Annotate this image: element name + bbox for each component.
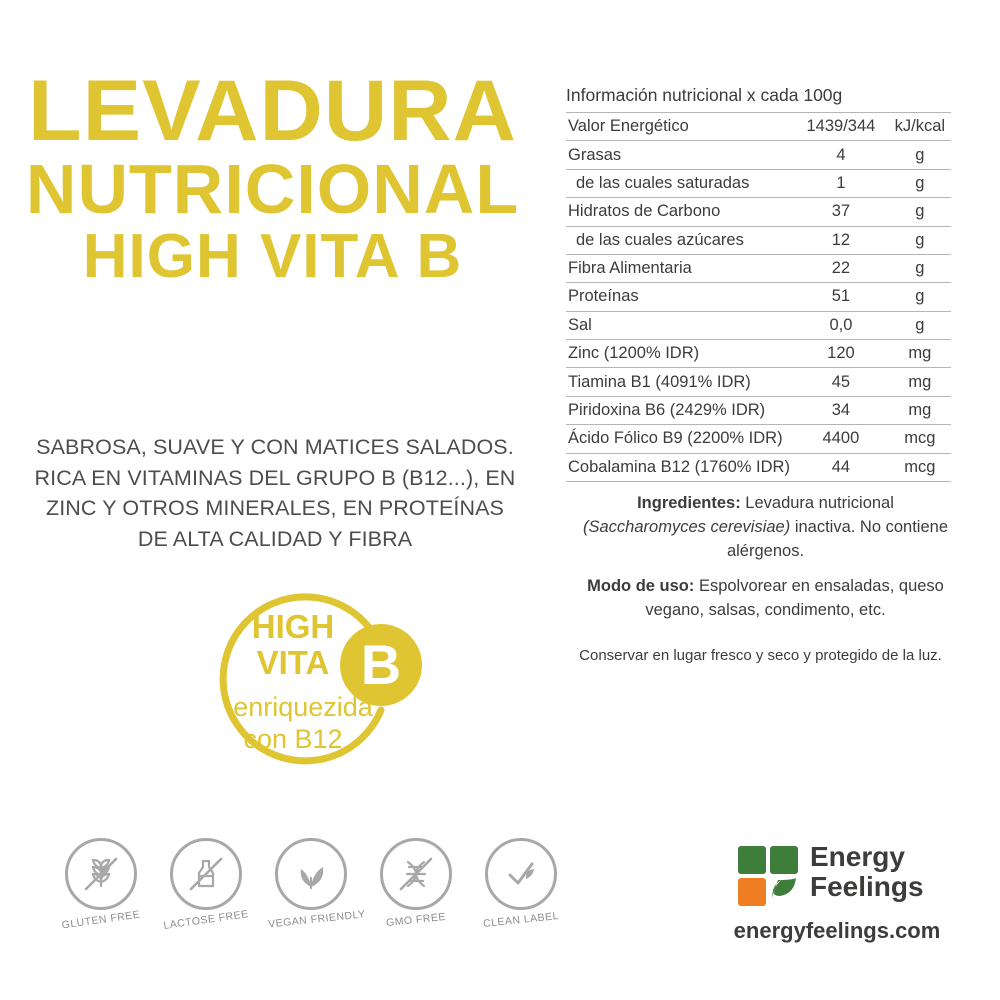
table-row (566, 283, 951, 311)
brand-logo (710, 840, 960, 955)
brand-website: energyfeelings.com (733, 918, 941, 943)
dna-crossed-icon (380, 838, 452, 910)
leaf-icon (275, 838, 347, 910)
nutrient-unit: mg (889, 368, 951, 396)
table-row (566, 368, 951, 396)
svg-text:B: B (360, 633, 402, 696)
brand-name-line1: Energy (810, 841, 905, 872)
svg-text:VITA: VITA (256, 644, 330, 681)
nutrition-table (566, 112, 951, 482)
certification-label: GMO FREE (385, 910, 447, 930)
ingredients-label: Ingredientes: (637, 494, 741, 512)
certification-gluten-free (58, 838, 144, 948)
nutrient-value: 4 (793, 141, 889, 169)
nutrient-name: Proteínas (566, 283, 793, 311)
nutrient-unit: mg (889, 340, 951, 368)
table-row (566, 113, 951, 141)
certification-lactose-free (163, 838, 249, 948)
nutrient-value: 0,0 (793, 311, 889, 339)
nutrient-unit: g (889, 226, 951, 254)
nutrient-unit: g (889, 169, 951, 197)
wheat-crossed-icon (65, 838, 137, 910)
high-vita-b-badge (185, 592, 435, 792)
table-row (566, 396, 951, 424)
ingredients-text-2: inactiva. No contiene alérgenos. (726, 517, 948, 560)
nutrient-value: 1439/344 (793, 113, 889, 141)
nutrient-value: 45 (793, 368, 889, 396)
table-row (566, 453, 951, 481)
nutrient-value: 120 (793, 340, 889, 368)
svg-text:con B12: con B12 (243, 724, 343, 754)
nutrient-name: de las cuales saturadas (566, 169, 793, 197)
certification-badges (58, 838, 588, 958)
table-row (566, 141, 951, 169)
svg-text:HIGH: HIGH (251, 608, 335, 645)
certification-clean-label (478, 838, 564, 948)
nutrient-value: 1 (793, 169, 889, 197)
ingredients-paragraph (578, 492, 953, 564)
certification-label: VEGAN FRIENDLY (267, 908, 367, 931)
usage-paragraph (578, 575, 953, 623)
table-row (566, 254, 951, 282)
nutrient-value: 37 (793, 198, 889, 226)
nutrient-value: 4400 (793, 425, 889, 453)
ingredients-scientific-name: (Saccharomyces cerevisiae) (583, 517, 791, 536)
nutrient-unit: g (889, 283, 951, 311)
product-title-line3: HIGH VITA B (82, 221, 463, 291)
nutrient-value: 44 (793, 453, 889, 481)
nutrient-name: Ácido Fólico B9 (2200% IDR) (566, 425, 793, 453)
certification-label: LACTOSE FREE (162, 908, 250, 932)
nutrient-name: Piridoxina B6 (2429% IDR) (566, 396, 793, 424)
nutrient-value: 34 (793, 396, 889, 424)
nutrient-name: Hidratos de Carbono (566, 198, 793, 226)
product-description: SABROSA, SUAVE Y CON MATICES SALADOS. RICA EN VITAMINAS DEL GRUPO B (B12...), EN ZINC Y OTROS MINERALES, EN PROTEÍNAS DE ALTA CALIDAD Y FIBRA (34, 435, 516, 551)
nutrient-unit: mg (889, 396, 951, 424)
product-title (0, 63, 545, 291)
nutrition-table-title: Información nutricional x cada 100g (566, 85, 843, 105)
nutrient-name: Valor Energético (566, 113, 793, 141)
table-row (566, 226, 951, 254)
product-title-line1: LEVADURA (28, 63, 517, 159)
nutrient-value: 12 (793, 226, 889, 254)
certification-gmo-free (373, 838, 459, 948)
table-row (566, 311, 951, 339)
nutrient-name: Sal (566, 311, 793, 339)
nutrient-name: Tiamina B1 (4091% IDR) (566, 368, 793, 396)
nutrient-unit: kJ/kcal (889, 113, 951, 141)
nutrient-unit: g (889, 198, 951, 226)
usage-text: Espolvorear en ensaladas, queso vegano, salsas, condimento, etc. (645, 577, 944, 619)
table-row (566, 340, 951, 368)
check-leaf-icon (485, 838, 557, 910)
product-title-line2: NUTRICIONAL (25, 150, 520, 229)
nutrient-unit: mcg (889, 425, 951, 453)
table-row (566, 425, 951, 453)
storage-paragraph: Conservar en lugar fresco y seco y protegido de la luz. (579, 647, 942, 664)
brand-name (810, 842, 924, 902)
nutrient-name: Fibra Alimentaria (566, 254, 793, 282)
nutrient-name: Zinc (1200% IDR) (566, 340, 793, 368)
ingredients-text-1: Levadura nutricional (740, 494, 894, 512)
certification-vegan-friendly (267, 838, 367, 948)
nutrient-unit: g (889, 311, 951, 339)
table-row (566, 198, 951, 226)
nutrient-unit: mcg (889, 453, 951, 481)
certification-label: GLUTEN FREE (61, 908, 141, 932)
energy-feelings-mark-icon (738, 846, 800, 908)
table-row (566, 169, 951, 197)
nutrient-unit: g (889, 141, 951, 169)
nutrient-value: 22 (793, 254, 889, 282)
nutrient-unit: g (889, 254, 951, 282)
nutrient-name: de las cuales azúcares (566, 226, 793, 254)
brand-name-line2: Feelings (810, 871, 924, 903)
svg-text:enriquezida: enriquezida (233, 692, 373, 722)
nutrient-value: 51 (793, 283, 889, 311)
nutrition-table-body (566, 113, 951, 482)
milk-bottle-crossed-icon (170, 838, 242, 910)
usage-label: Modo de uso: (587, 577, 695, 595)
nutrient-name: Grasas (566, 141, 793, 169)
nutrient-name: Cobalamina B12 (1760% IDR) (566, 453, 793, 481)
certification-label: CLEAN LABEL (482, 910, 560, 930)
